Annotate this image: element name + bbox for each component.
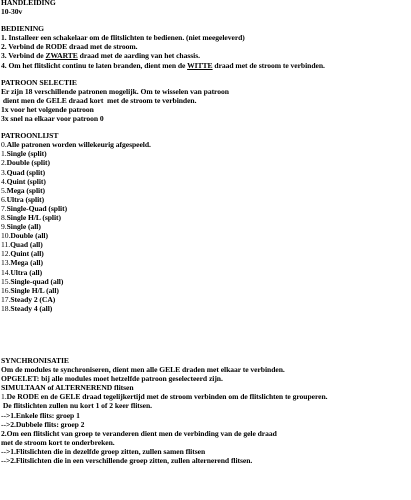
manual-title: HANDLEIDING <box>1 0 56 7</box>
patroon-selectie-text <box>1 87 409 123</box>
sync-line: 2.Om een flitslicht van groep te veranderen dient men de verbinding van de gele draad <box>1 428 277 438</box>
pattern-item: 7.Single-Quad (split) <box>1 203 68 213</box>
pattern-item: 13.Mega (all) <box>1 258 43 268</box>
bediening-heading: BEDIENING <box>1 24 45 34</box>
pattern-item: 5.Mega (split) <box>1 185 46 195</box>
paragraph-line: Er zijn 18 verschillende patronen mogelijk. Om te wisselen van patroon <box>1 86 229 96</box>
underlined-word: ZWARTE <box>45 51 78 61</box>
pattern-item: 3.Quad (split) <box>1 167 46 177</box>
sync-line: OPGELET: bij alle modules moet hetzelfde patroon geselecteerd zijn. <box>1 374 223 384</box>
pattern-item: 10.Double (all) <box>1 231 48 241</box>
pattern-item: 4.Quint (split) <box>1 176 46 186</box>
patroon-selectie-heading: PATROON SELECTIE <box>1 77 77 87</box>
sync-line: -->2.Flitslichten die in een verschillende groep zitten, zullen alternerend flitsen. <box>1 456 253 466</box>
pattern-item: 12.Quint (all) <box>1 249 44 259</box>
synchronisatie-heading: SYNCHRONISATIE <box>1 356 69 365</box>
underlined-word: WITTE <box>187 60 213 70</box>
bediening-step: 2. Verbind de RODE draad met de stroom. <box>1 42 138 52</box>
pattern-item: 18.Steady 4 (all) <box>1 303 53 313</box>
pattern-item: 17.Steady 2 (CA) <box>1 294 56 304</box>
sync-line: 1.De RODE en de GELE draad tegelijkertijd met de stroom verbinden om de flitslichten te grouperen. <box>1 392 328 402</box>
pattern-list <box>1 140 409 313</box>
pattern-item: 6.Ultra (split) <box>1 194 45 204</box>
pattern-item: 9.Single (all) <box>1 222 41 232</box>
sync-line: Om de modules te synchroniseren, dient men alle GELE draden met elkaar te verbinden. <box>1 365 285 375</box>
pattern-item: 0.Alle patronen worden willekeurig afgespeeld. <box>1 140 151 150</box>
patroonlijst-heading: PATROONLIJST <box>1 131 59 141</box>
pattern-item: 11.Quad (all) <box>1 240 43 250</box>
pattern-item: 14.Ultra (all) <box>1 267 43 277</box>
pattern-item: 16.Single H/L (all) <box>1 285 59 295</box>
sync-line: met de stroom kort te onderbreken. <box>1 437 115 447</box>
pattern-item: 8.Single H/L (split) <box>1 212 61 222</box>
pattern-item: 15.Single-quad (all) <box>1 276 64 286</box>
bediening-step: 3. Verbind de ZWARTE draad met de aarding van het chassis. <box>1 51 200 61</box>
synchronisatie-text <box>1 365 409 465</box>
paragraph-line: 3x snel na elkaar voor patroon 0 <box>1 114 104 124</box>
sync-line: -->1.Flitslichten die in dezelfde groep zitten, zullen samen flitsen <box>1 446 206 456</box>
manual-page <box>1 0 409 465</box>
sync-line: -->2.Dubbele flits: groep 2 <box>1 419 85 429</box>
sync-line: SIMULTAAN of ALTERNEREND flitsen <box>1 383 134 393</box>
pattern-item: 2.Double (split) <box>1 158 51 168</box>
bediening-steps <box>1 33 409 69</box>
pattern-item: 1.Single (split) <box>1 149 47 159</box>
sync-line: De flitslichten zullen nu kort 1 of 2 keer flitsen. <box>1 401 153 411</box>
sync-line: -->1.Enkele flits: groep 1 <box>1 410 80 420</box>
voltage-rating: 10-30v <box>1 7 23 17</box>
bediening-step: 4. Om het flitslicht continu te laten branden, dient men de WITTE draad met de stroom te verbinden. <box>1 60 325 70</box>
paragraph-line: dient men de GELE draad kort met de stroom te verbinden. <box>1 95 197 105</box>
paragraph-line: 1x voor het volgende patroon <box>1 104 94 114</box>
bediening-step: 1. Installeer een schakelaar om de flitslichten te bedienen. (niet meegeleverd) <box>1 33 245 43</box>
